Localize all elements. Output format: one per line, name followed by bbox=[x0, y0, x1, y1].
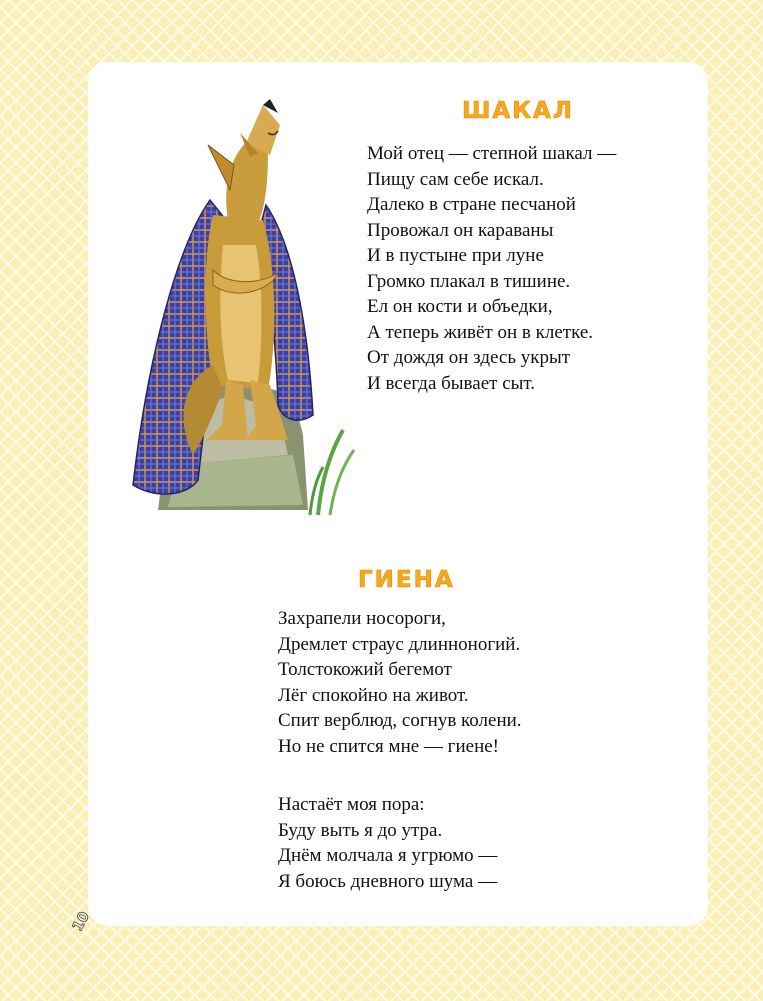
poem-line: Спит верблюд, согнув колени. bbox=[278, 710, 522, 731]
poem-line: Буду выть я до утра. bbox=[278, 819, 443, 841]
hyena-poem-stanza-1 bbox=[278, 606, 522, 759]
poem-line: Ел он кости и объедки, bbox=[367, 296, 553, 317]
poem-line: Пищу сам себе искал. bbox=[367, 168, 544, 190]
poem-line: От дождя он здесь укрыт bbox=[367, 347, 571, 368]
poem-line: И всегда бывает сыт. bbox=[367, 372, 536, 394]
poem-line: Настаёт моя пора: bbox=[278, 794, 425, 815]
poem-line: Толстокожий бегемот bbox=[278, 659, 452, 680]
hyena-poem-stanza-2 bbox=[278, 792, 497, 894]
poem-line: Мой отец — степной шакал — bbox=[367, 143, 617, 164]
poem-line: Громко плакал в тишине. bbox=[367, 270, 571, 292]
jackal-title: ШАКАЛ bbox=[462, 98, 574, 124]
poem-line: Провожал он караваны bbox=[367, 219, 554, 241]
poem-line: Лёг спокойно на живот. bbox=[278, 684, 469, 706]
poem-line: И в пустыне при луне bbox=[367, 245, 544, 266]
poem-line: Далеко в стране песчаной bbox=[367, 194, 576, 215]
poem-line: Но не спится мне — гиене! bbox=[278, 735, 499, 757]
poem-line: А теперь живёт он в клетке. bbox=[367, 321, 594, 343]
poem-line: Захрапели носороги, bbox=[278, 608, 446, 629]
poem-line: Я боюсь дневного шума — bbox=[278, 870, 498, 892]
poem-line: Днём молчала я угрюмо — bbox=[278, 845, 498, 866]
jackal-poem bbox=[367, 141, 616, 396]
hyena-title: ГИЕНА bbox=[358, 567, 455, 593]
poem-line: Дремлет страус длинноногий. bbox=[278, 633, 521, 655]
page-number: 10 bbox=[69, 909, 93, 934]
howling-jackal-with-blanket-icon bbox=[118, 95, 358, 515]
